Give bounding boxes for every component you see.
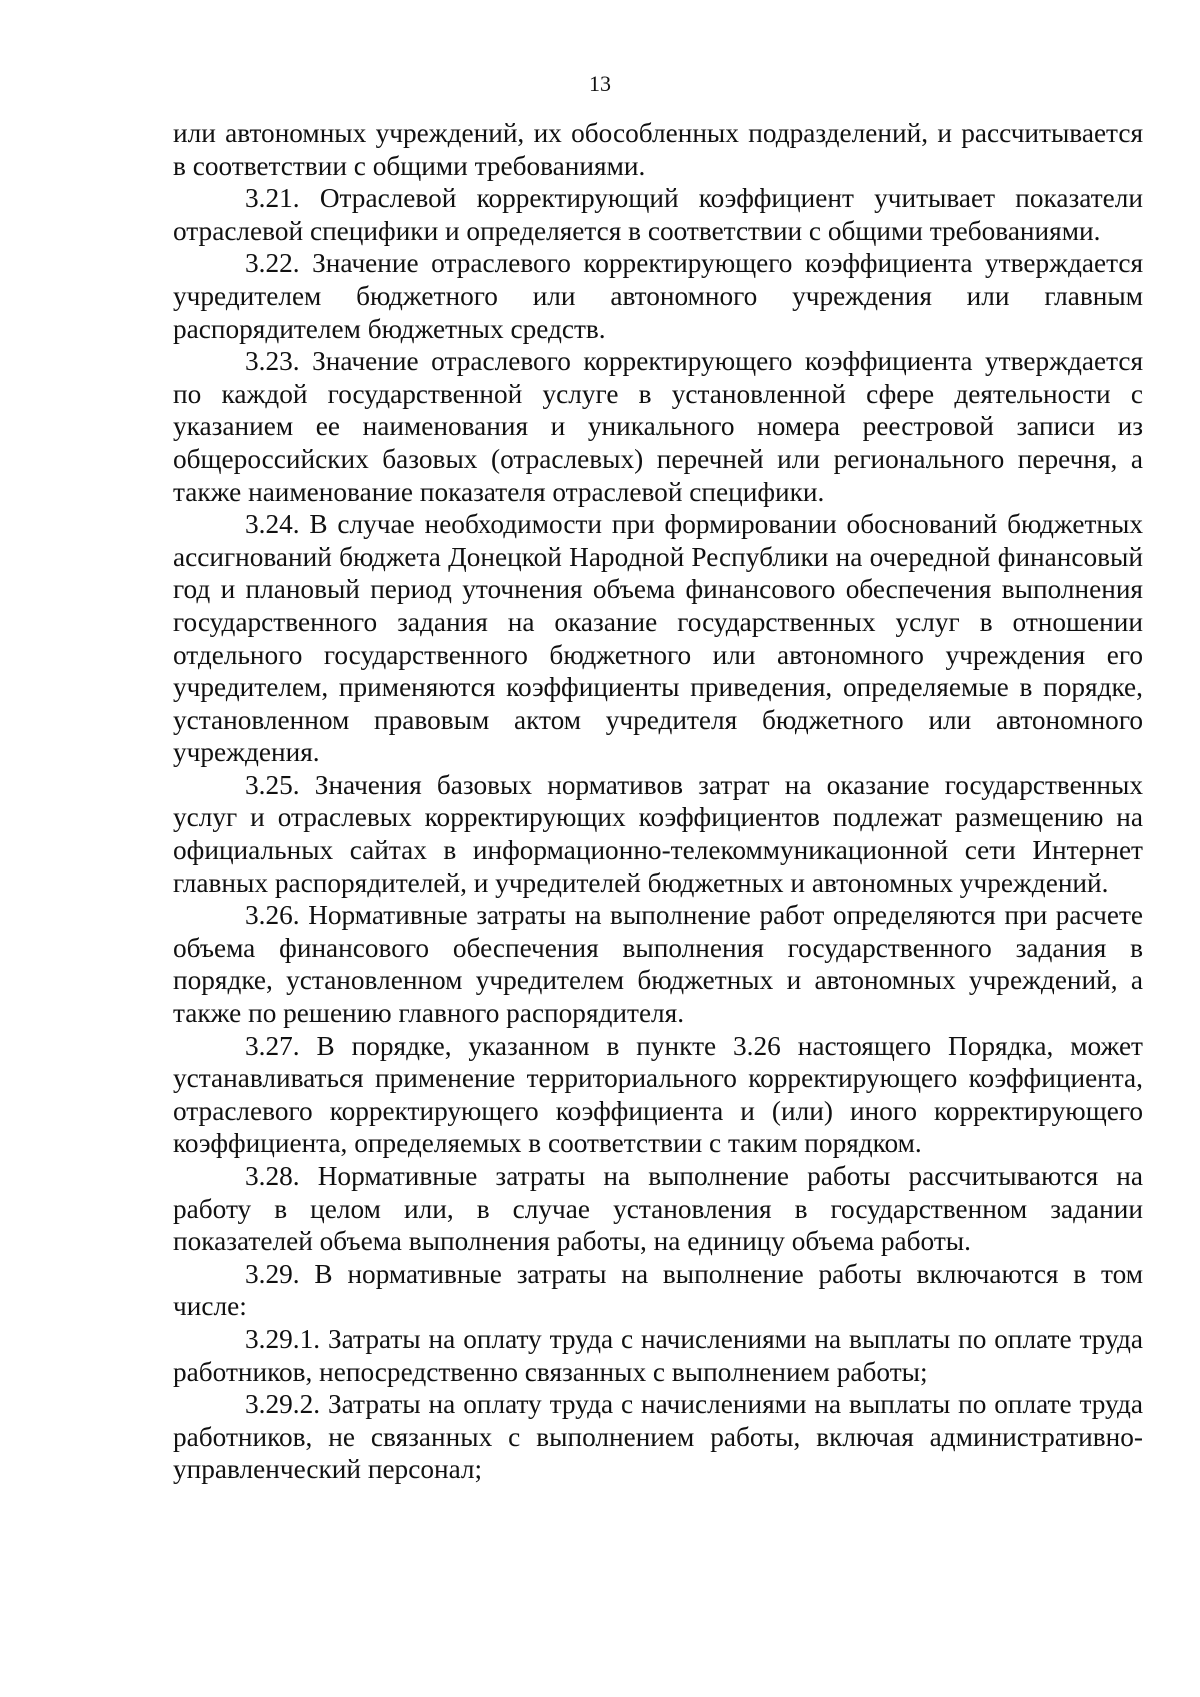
- paragraph-3-24: 3.24. В случае необходимости при формировании обоснований бюджетных ассигнований бюджета Донецкой Народной Республики на очередной финансовый год и плановый период уточнения объема финансового обеспечения выполнения государственного задания на оказание государственных услуг в отношении отдельного государственного бюджетного или автономного учреждения его учредителем, применяются коэффициенты приведения, определяемые в порядке, установленном правовым актом учредителя бюджетного или автономного учреждения.: [173, 509, 1143, 768]
- document-body: [173, 117, 1143, 1486]
- paragraph-3-25: 3.25. Значения базовых нормативов затрат на оказание государственных услуг и отраслевых корректирующих коэффициентов подлежат размещению на официальных сайтах в информационно-телекоммуникационной сети Интернет главных распорядителей, и учредителей бюджетных и автономных учреждений.: [173, 769, 1143, 898]
- paragraph-3-29-2: 3.29.2. Затраты на оплату труда с начислениями на выплаты по оплате труда работников, не связанных с выполнением работы, включая административно-управленческий персонал;: [173, 1389, 1143, 1485]
- paragraph-3-26: 3.26. Нормативные затраты на выполнение работ определяются при расчете объема финансового обеспечения выполнения государственного задания в порядке, установленном учредителем бюджетных и автономных учреждений, а также по решению главного распорядителя.: [173, 900, 1143, 1029]
- paragraph-3-28: 3.28. Нормативные затраты на выполнение работы рассчитываются на работу в целом или, в случае установления в государственном задании показателей объема выполнения работы, на единицу объема работы.: [173, 1161, 1143, 1257]
- paragraph-3-21: 3.21. Отраслевой корректирующий коэффициент учитывает показатели отраслевой специфики и определяется в соответствии с общими требованиями.: [173, 183, 1143, 246]
- paragraph-continuation: или автономных учреждений, их обособленных подразделений, и рассчитывается в соответствии с общими требованиями.: [173, 118, 1143, 181]
- paragraph-3-29: 3.29. В нормативные затраты на выполнение работы включаются в том числе:: [173, 1258, 1143, 1322]
- page-number: 13: [589, 71, 611, 96]
- paragraph-3-23: 3.23. Значение отраслевого корректирующего коэффициента утверждается по каждой государственной услуге в установленной сфере деятельности с указанием ее наименования и уникального номера реестровой записи из общероссийских базовых (отраслевых) перечней или регионального перечня, а также наименование показателя отраслевой специфики.: [173, 346, 1143, 507]
- paragraph-3-22: 3.22. Значение отраслевого корректирующего коэффициента утверждается учредителем бюджетного или автономного учреждения или главным распорядителем бюджетных средств.: [173, 248, 1143, 344]
- paragraph-3-29-1: 3.29.1. Затраты на оплату труда с начислениями на выплаты по оплате труда работников, непосредственно связанных с выполнением работы;: [173, 1323, 1143, 1387]
- paragraph-3-27: 3.27. В порядке, указанном в пункте 3.26 настоящего Порядка, может устанавливаться применение территориального корректирующего коэффициента, отраслевого корректирующего коэффициента и (или) иного корректирующего коэффициента, определяемых в соответствии с таким порядком.: [173, 1030, 1143, 1159]
